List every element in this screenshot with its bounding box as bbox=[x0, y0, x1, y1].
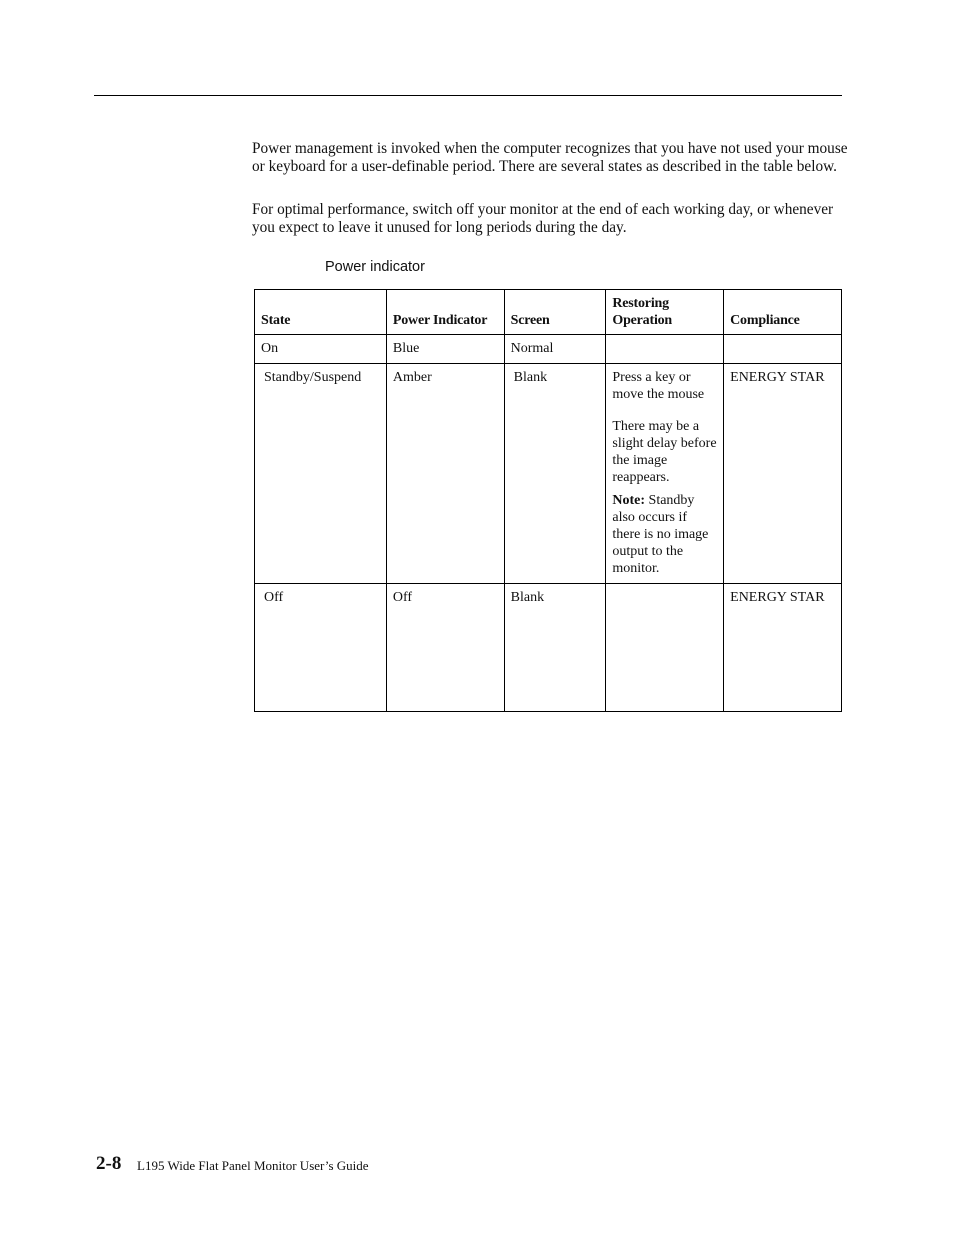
restoring-instruction: Press a key or move the mouse bbox=[612, 370, 705, 402]
table-row bbox=[255, 584, 842, 712]
note-label: Note: bbox=[612, 493, 646, 508]
header-rule bbox=[94, 95, 842, 96]
cell-restoring-operation bbox=[606, 335, 724, 364]
restoring-delay-note: There may be a slight delay before the image reappears. bbox=[612, 419, 717, 485]
cell-compliance bbox=[724, 335, 842, 364]
table-row bbox=[255, 364, 842, 584]
cell-power-indicator: Amber bbox=[386, 364, 504, 584]
cell-state: On bbox=[255, 335, 387, 364]
cell-restoring-operation bbox=[606, 364, 724, 584]
header-screen: Screen bbox=[504, 290, 606, 335]
cell-compliance: ENERGY STAR bbox=[724, 584, 842, 712]
cell-power-indicator: Off bbox=[386, 584, 504, 712]
standby-note bbox=[612, 492, 717, 577]
table-header-row bbox=[255, 290, 842, 335]
note-text: Standby also occurs if there is no image output to the monitor. bbox=[612, 493, 709, 576]
cell-screen: Normal bbox=[504, 335, 606, 364]
header-restoring-operation: Restoring Operation bbox=[606, 290, 724, 335]
cell-state: Standby/Suspend bbox=[255, 364, 387, 584]
power-indicator-table bbox=[254, 289, 842, 712]
cell-compliance: ENERGY STAR bbox=[724, 364, 842, 584]
cell-state: Off bbox=[255, 584, 387, 712]
cell-power-indicator: Blue bbox=[386, 335, 504, 364]
guide-title: L195 Wide Flat Panel Monitor User’s Guide bbox=[137, 1158, 369, 1173]
table-caption: Power indicator bbox=[325, 259, 425, 275]
cell-screen: Blank bbox=[504, 364, 606, 584]
cell-screen: Blank bbox=[504, 584, 606, 712]
table-row bbox=[255, 335, 842, 364]
header-state: State bbox=[255, 290, 387, 335]
header-power-indicator: Power Indicator bbox=[386, 290, 504, 335]
page-number: 2-8 bbox=[96, 1153, 122, 1174]
intro-paragraph-1: Power management is invoked when the computer recognizes that you have not used your mouse or keyboard for a user-definable period. There are several states as described in the table below. bbox=[252, 140, 848, 175]
cell-restoring-operation bbox=[606, 584, 724, 712]
intro-paragraph-2: For optimal performance, switch off your monitor at the end of each working day, or whenever you expect to leave it unused for long periods during the day. bbox=[252, 201, 834, 236]
header-compliance: Compliance bbox=[724, 290, 842, 335]
